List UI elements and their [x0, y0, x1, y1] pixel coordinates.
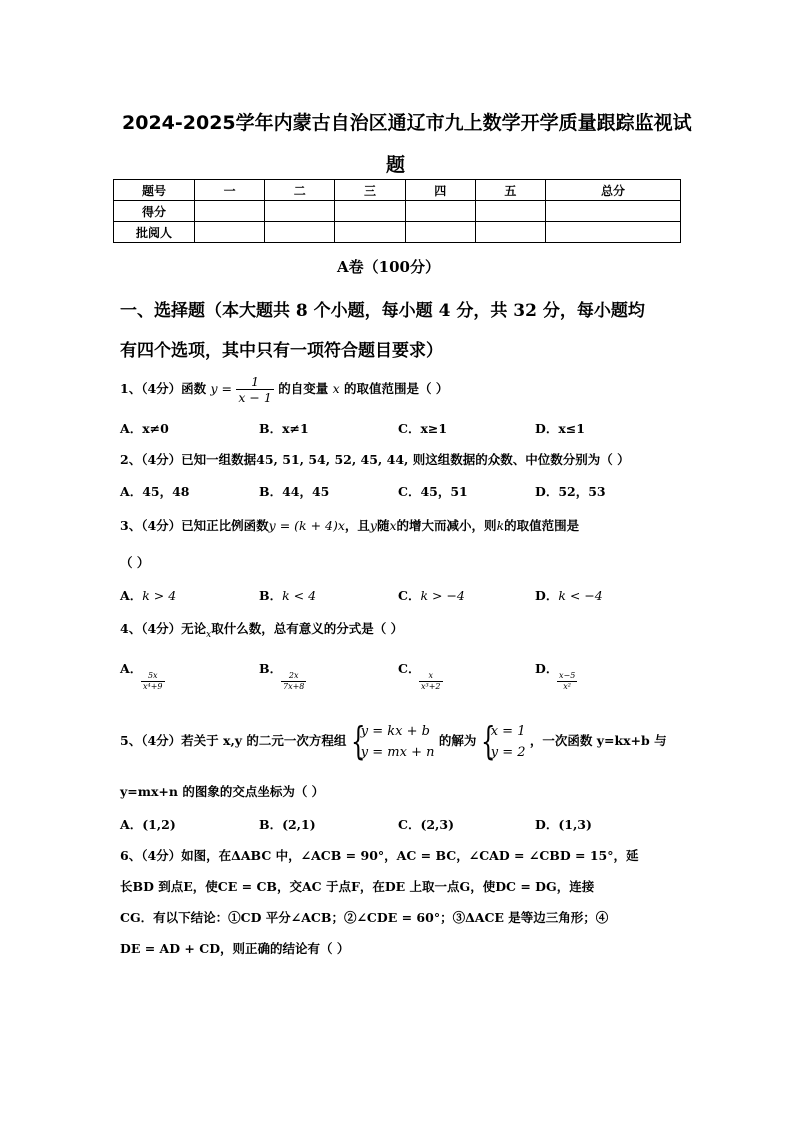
q5-option-c: C．(2,3) [398, 817, 455, 832]
q1-numerator: 1 [236, 374, 273, 390]
table-cell [475, 222, 545, 243]
option-expr: k < 4 [282, 588, 317, 603]
table-cell: 题号 [114, 180, 195, 201]
q1-option-a: A．x≠0 [120, 421, 169, 436]
q3-var-y: y [369, 518, 377, 533]
option-label: D． [535, 588, 559, 603]
q4-option-b-fraction [281, 671, 306, 692]
q4-option-c-label: C． [398, 661, 421, 676]
table-cell [335, 201, 405, 222]
option-expr: k > −4 [420, 588, 465, 603]
option-expr: k < −4 [558, 588, 603, 603]
q1-prefix: 1、（4分）函数 [120, 381, 207, 396]
q1-option-b: B．x≠1 [259, 421, 309, 436]
table-cell [265, 201, 335, 222]
question-3 [120, 516, 579, 534]
table-cell: 四 [405, 180, 475, 201]
equation-row: y = 2 [490, 744, 526, 760]
q1-option-c: C．x≥1 [398, 421, 448, 436]
doc-title-line1: 2024-2025学年内蒙古自治区通辽市九上数学开学质量跟踪监视试 [122, 112, 692, 134]
q5-prefix: 5、（4分）若关于 x,y 的二元一次方程组 [120, 733, 347, 748]
section1-heading-line2: 有四个选项，其中只有一项符合题目要求） [120, 341, 443, 361]
q5-option-b: B．(2,1) [259, 817, 316, 832]
q5-option-a: A．(1,2) [120, 817, 176, 832]
q2-option-d: D．52，53 [535, 484, 606, 499]
option-label: A． [120, 588, 143, 603]
fraction-den: x² [563, 682, 572, 691]
question-5 [120, 718, 667, 764]
q1-suffix: 的自变量 [278, 381, 329, 396]
q3-var-x: x [389, 518, 397, 533]
q2-option-c: C．45，51 [398, 484, 468, 499]
table-cell [195, 201, 265, 222]
question-4 [120, 619, 403, 640]
table-cell: 二 [265, 180, 335, 201]
brace-icon: { [480, 718, 496, 763]
q3-var-k: k [496, 518, 505, 533]
table-cell: 一 [195, 180, 265, 201]
equation-row: y = mx + n [360, 744, 435, 760]
q4-option-c-fraction [419, 671, 443, 692]
q1-suffix2: 的取值范围是（ ） [343, 381, 449, 396]
question-6-line4: DE = AD + CD，则正确的结论有（ ） [120, 941, 350, 956]
q4-option-a-fraction [141, 671, 165, 692]
question-6-line3: CG．有以下结论：①CD 平分∠ACB；②∠CDE = 60°；③ΔACE 是等边三角形；④ [120, 910, 609, 925]
question-6-line1: 6、（4分）如图，在ΔABC 中，∠ACB = 90°，AC = BC，∠CAD = ∠CBD = 15°，延 [120, 848, 639, 863]
doc-title-line2: 题 [386, 154, 406, 176]
q1-option-d: D．x≤1 [535, 421, 585, 436]
table-cell [546, 201, 681, 222]
fraction-den: x³+2 [421, 682, 441, 691]
fraction-den: 7x+8 [283, 682, 305, 691]
q3-option-b [259, 586, 316, 604]
table-cell: 批阅人 [114, 222, 195, 243]
q5-suffix: ，一次函数 y=kx+b 与 [529, 733, 667, 748]
q2-option-a: A．45，48 [120, 484, 190, 499]
q4-text-b: 取什么数，总有意义的分式是（ ） [211, 621, 404, 636]
q5-system-1 [350, 718, 435, 763]
table-cell [546, 222, 681, 243]
table-cell [335, 222, 405, 243]
q4-var: x [206, 630, 212, 640]
q1-fraction [236, 374, 273, 405]
q3-text-c: 随 [376, 518, 390, 533]
q3-text-a: 3、（4分）已知正比例函数 [120, 518, 269, 533]
q2-option-b: B．44，45 [259, 484, 330, 499]
section1-heading-line1: 一、选择题（本大题共 8 个小题，每小题 4 分，共 32 分，每小题均 [120, 301, 645, 321]
score-table-header [114, 180, 681, 201]
q4-option-d-fraction [557, 671, 577, 692]
option-label: C． [398, 588, 421, 603]
q3-text-b: ，且 [344, 518, 370, 533]
fraction-num: x [419, 671, 443, 682]
table-cell: 得分 [114, 201, 195, 222]
question-2: 2、（4分）已知一组数据45, 51, 54, 52, 45, 44, 则这组数据的众数、中位数分别为（ ） [120, 452, 630, 467]
fraction-num: x−5 [559, 671, 576, 680]
question-5-line2: y=mx+n 的图象的交点坐标为（ ） [120, 784, 325, 799]
q3-option-c [398, 586, 465, 604]
table-cell [405, 201, 475, 222]
table-cell [405, 222, 475, 243]
q5-option-d: D．(1,3) [535, 817, 592, 832]
score-table [113, 179, 681, 243]
q3-option-a [120, 586, 176, 604]
question-1 [120, 372, 448, 406]
q3-text-e: 的取值范围是 [504, 518, 580, 533]
fraction-num: 5x [141, 671, 165, 682]
equation-row: y = kx + b [360, 723, 430, 739]
q4-option-a-label: A． [120, 661, 143, 676]
q3-option-d [535, 586, 603, 604]
q3-expr: y = (k + 4)x [268, 518, 345, 533]
table-cell: 总分 [546, 180, 681, 201]
fraction-num: 2x [281, 671, 306, 682]
table-cell [475, 201, 545, 222]
q4-text-a: 4、（4分）无论 [120, 621, 207, 636]
fraction-den: x⁴+9 [143, 682, 163, 691]
part-a-heading: A卷（100分） [337, 258, 440, 276]
table-cell [265, 222, 335, 243]
q1-lhs: y = [210, 381, 233, 396]
option-expr: k > 4 [142, 588, 177, 603]
table-row [114, 201, 681, 222]
q4-option-d-label: D． [535, 661, 559, 676]
question-6-line2: 长BD 到点E，使CE = CB，交AC 于点F，在DE 上取一点G，使DC = DG，连接 [120, 879, 595, 894]
table-cell [195, 222, 265, 243]
brace-icon: { [350, 718, 366, 763]
q4-option-b-label: B． [259, 661, 283, 676]
q3-text-d: 的增大而减小，则 [396, 518, 497, 533]
q5-mid: 的解为 [438, 733, 477, 748]
q1-denominator: x − 1 [238, 390, 272, 405]
table-cell: 三 [335, 180, 405, 201]
table-cell: 五 [475, 180, 545, 201]
question-3-line2: （ ） [120, 555, 150, 570]
q1-var: x [332, 381, 340, 396]
option-label: B． [259, 588, 283, 603]
table-row [114, 222, 681, 243]
q5-system-2 [480, 718, 526, 763]
equation-row: x = 1 [490, 723, 526, 739]
